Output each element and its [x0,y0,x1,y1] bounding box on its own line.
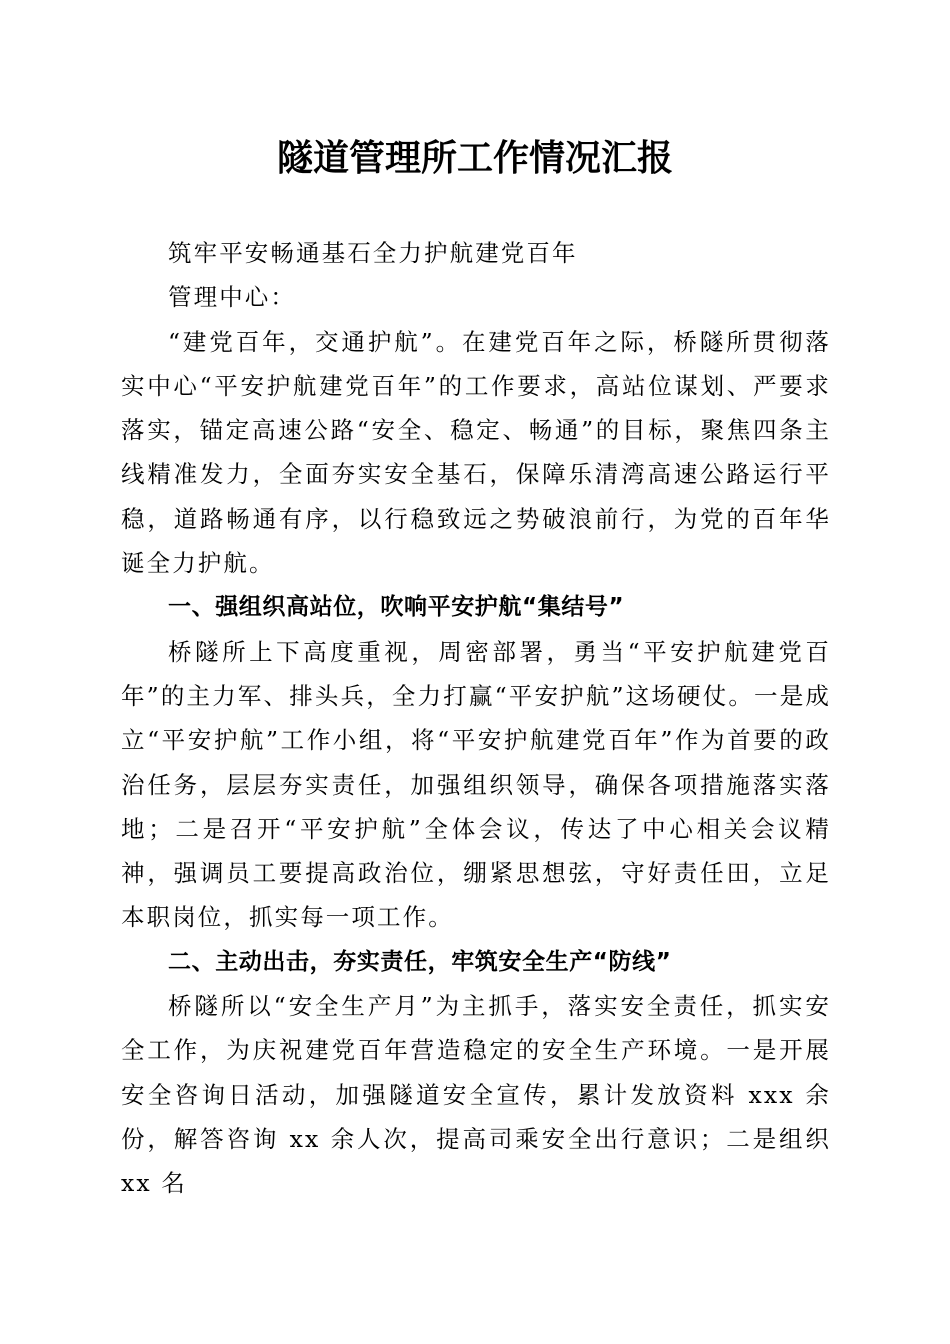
document-body [121,231,831,1206]
section-2-paragraph: 桥隧所以“安全生产月”为主抓手，落实安全责任，抓实安全工作，为庆祝建党百年营造稳定的安全生产环境。一是开展安全咨询日活动，加强隧道安全宣传，累计发放资料 xxx 余份，解答咨询 xx 余人次，提高司乘安全出行意识；二是组织 xx 名 [121,992,831,1198]
salutation-line: 管理中心： [168,283,296,312]
section-1-heading: 一、强组织高站位，吹响平安护航“集结号” [168,594,625,621]
intro-paragraph: “建党百年，交通护航”。在建党百年之际，桥隧所贯彻落实中心“平安护航建党百年”的工作要求，高站位谋划、严要求落实，锚定高速公路“安全、稳定、畅通”的目标，聚焦四条主线精准发力，全面夯实安全基石，保障乐清湾高速公路运行平稳，道路畅通有序，以行稳致远之势破浪前行，为党的百年华诞全力护航。 [121,327,831,578]
document-title: 隧道管理所工作情况汇报 [276,137,673,179]
section-1-paragraph: 桥隧所上下高度重视，周密部署，勇当“平安护航建党百年”的主力军、排头兵，全力打赢“平安护航”这场硬仗。一是成立“平安护航”工作小组，将“平安护航建党百年”作为首要的政治任务，层层夯实责任，加强组织领导，确保各项措施落实落地；二是召开“平安护航”全体会议，传达了中心相关会议精神，强调员工要提高政治位，绷紧思想弦，守好责任田，立足本职岗位，抓实每一项工作。 [121,637,831,932]
subtitle-line: 筑牢平安畅通基石全力护航建党百年 [168,239,578,267]
section-2-heading: 二、主动出击，夯实责任，牢筑安全生产“防线” [168,948,672,975]
